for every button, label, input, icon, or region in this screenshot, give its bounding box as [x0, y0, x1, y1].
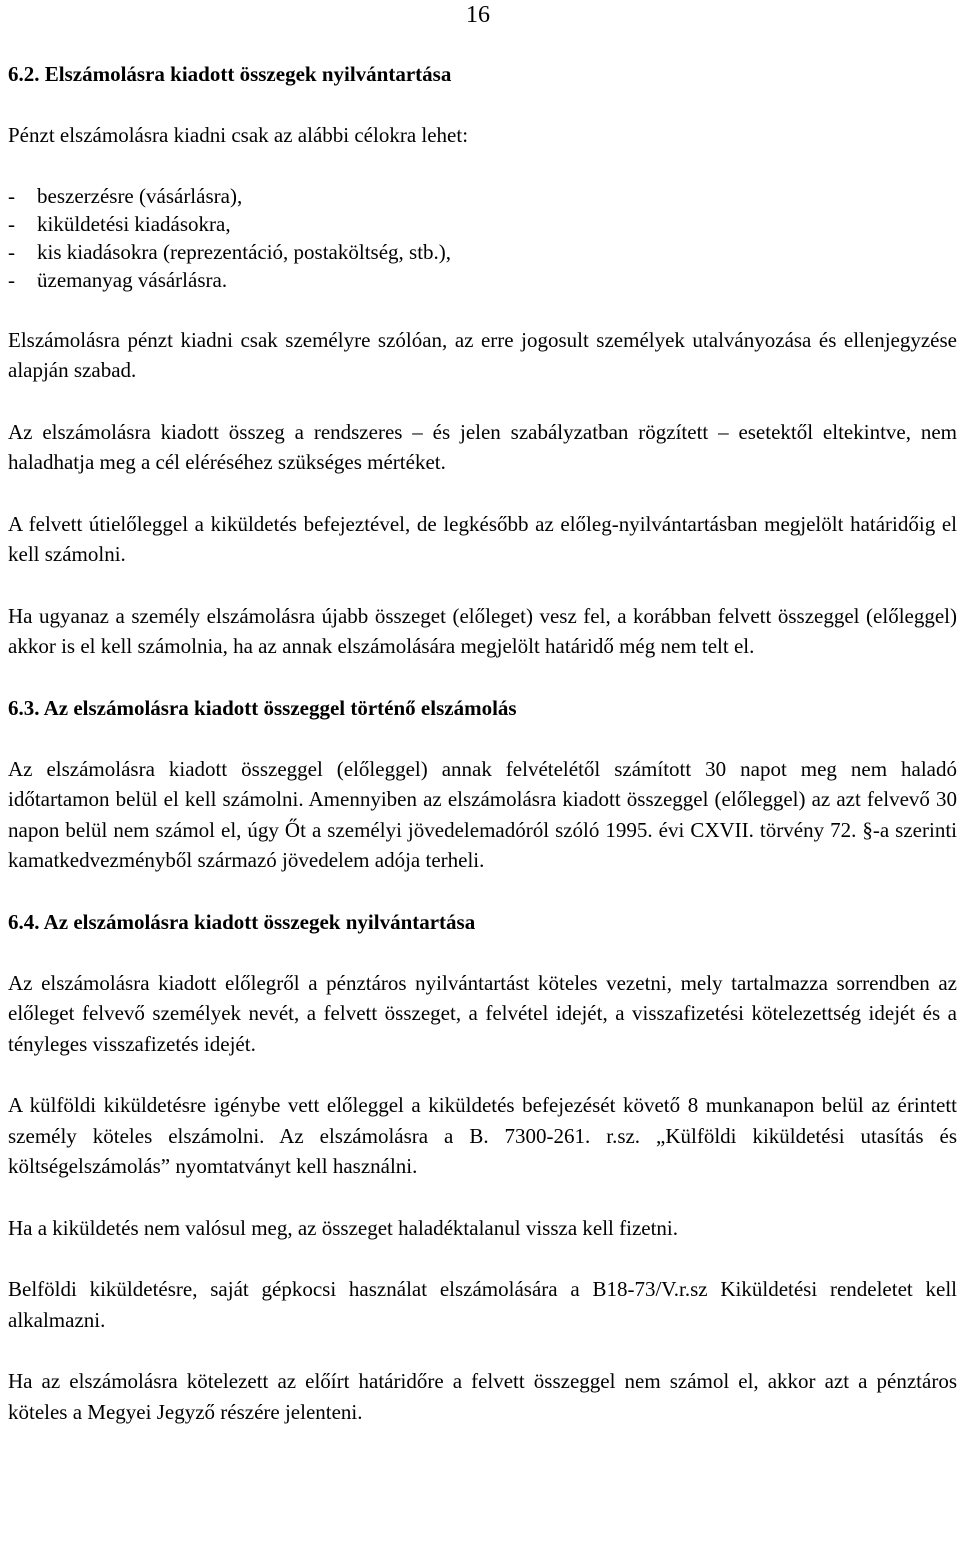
section-title: Az elszámolásra kiadott összegek nyilvántartása — [43, 909, 476, 934]
paragraph: Ha ugyanaz a személy elszámolásra újabb összeget (előleget) vesz fel, a korábban felvett összeggel (előleggel) akkor is el kell számolnia, ha az annak elszámolására megjelölt határidő még nem telt el. — [8, 603, 957, 658]
section-title: Elszámolásra kiadott összegek nyilvántartása — [44, 62, 452, 86]
paragraph: Ha a kiküldetés nem valósul meg, az összeget haladéktalanul vissza kell fizetni. — [8, 1215, 679, 1240]
document-body — [8, 59, 957, 1427]
section-6-2-heading — [8, 59, 957, 89]
list-item: - üzemanyag vásárlásra. — [8, 267, 228, 292]
section-6-4-heading — [8, 907, 957, 937]
list-item: - kis kiadásokra (reprezentáció, postaköltség, stb.), — [8, 239, 452, 264]
section-number: 6.3. — [8, 695, 40, 720]
section-title: Az elszámolásra kiadott összeggel történő elszámolás — [43, 695, 517, 720]
purpose-list — [8, 182, 957, 294]
intro-paragraph: Pénzt elszámolásra kiadni csak az alábbi célokra lehet: — [8, 123, 469, 147]
section-number: 6.2. — [8, 62, 40, 86]
section-6-3-heading — [8, 693, 957, 723]
paragraph: Az elszámolásra kiadott előlegről a pénztáros nyilvántartást köteles vezetni, mely tartalmazza sorrendben az előleget felvevő személyek nevét, a felvett összeget, a felvétel idejét, a visszafizetési kötelezettség idejét és a tényleges visszafizetés idejét. — [8, 970, 957, 1056]
paragraph: Belföldi kiküldetésre, saját gépkocsi használat elszámolására a B18-73/V.r.sz Kiküldetési rendeletet kell alkalmazni. — [8, 1277, 957, 1332]
page-number: 16 — [466, 2, 490, 28]
list-item: - kiküldetési kiadásokra, — [8, 211, 231, 236]
section-number: 6.4. — [8, 909, 40, 934]
paragraph: Az elszámolásra kiadott összeg a rendszeres – és jelen szabályzatban rögzített – esetektől eltekintve, nem haladhatja meg a cél eléréséhez szükséges mértéket. — [8, 419, 957, 474]
paragraph: A felvett útielőleggel a kiküldetés befejeztével, de legkésőbb az előleg-nyilvántartásban megjelölt határidőig el kell számolni. — [8, 511, 957, 566]
paragraph: Elszámolásra pénzt kiadni csak személyre szólóan, az erre jogosult személyek utalványozása és ellenjegyzése alapján szabad. — [8, 327, 957, 382]
paragraph: A külföldi kiküldetésre igénybe vett előleggel a kiküldetés befejezését követő 8 munkanapon belül az érintett személy köteles elszámolni. Az elszámolásra a B. 7300-261. r.sz. „Külföldi kiküldetési utasítás és költségelszámolás” nyomtatványt kell használni. — [8, 1093, 957, 1178]
paragraph: Az elszámolásra kiadott összeggel (előleggel) annak felvételétől számított 30 napot meg nem haladó időtartamon belül el kell számolni. Amennyiben az elszámolásra kiadott összeggel (előleggel) az azt felvevő 30 napon belül nem számol el, úgy Őt a személyi jövedelemadóról szóló 1995. évi CXVII. törvény 72. §-a szerinti kamatkedvezményből származó jövedelem adója terheli. — [8, 756, 957, 872]
list-item: - beszerzésre (vásárlásra), — [8, 183, 243, 208]
paragraph: Ha az elszámolásra kötelezett az előírt határidőre a felvett összeggel nem számol el, akkor azt a pénztáros köteles a Megyei Jegyző részére jelenteni. — [8, 1369, 957, 1424]
